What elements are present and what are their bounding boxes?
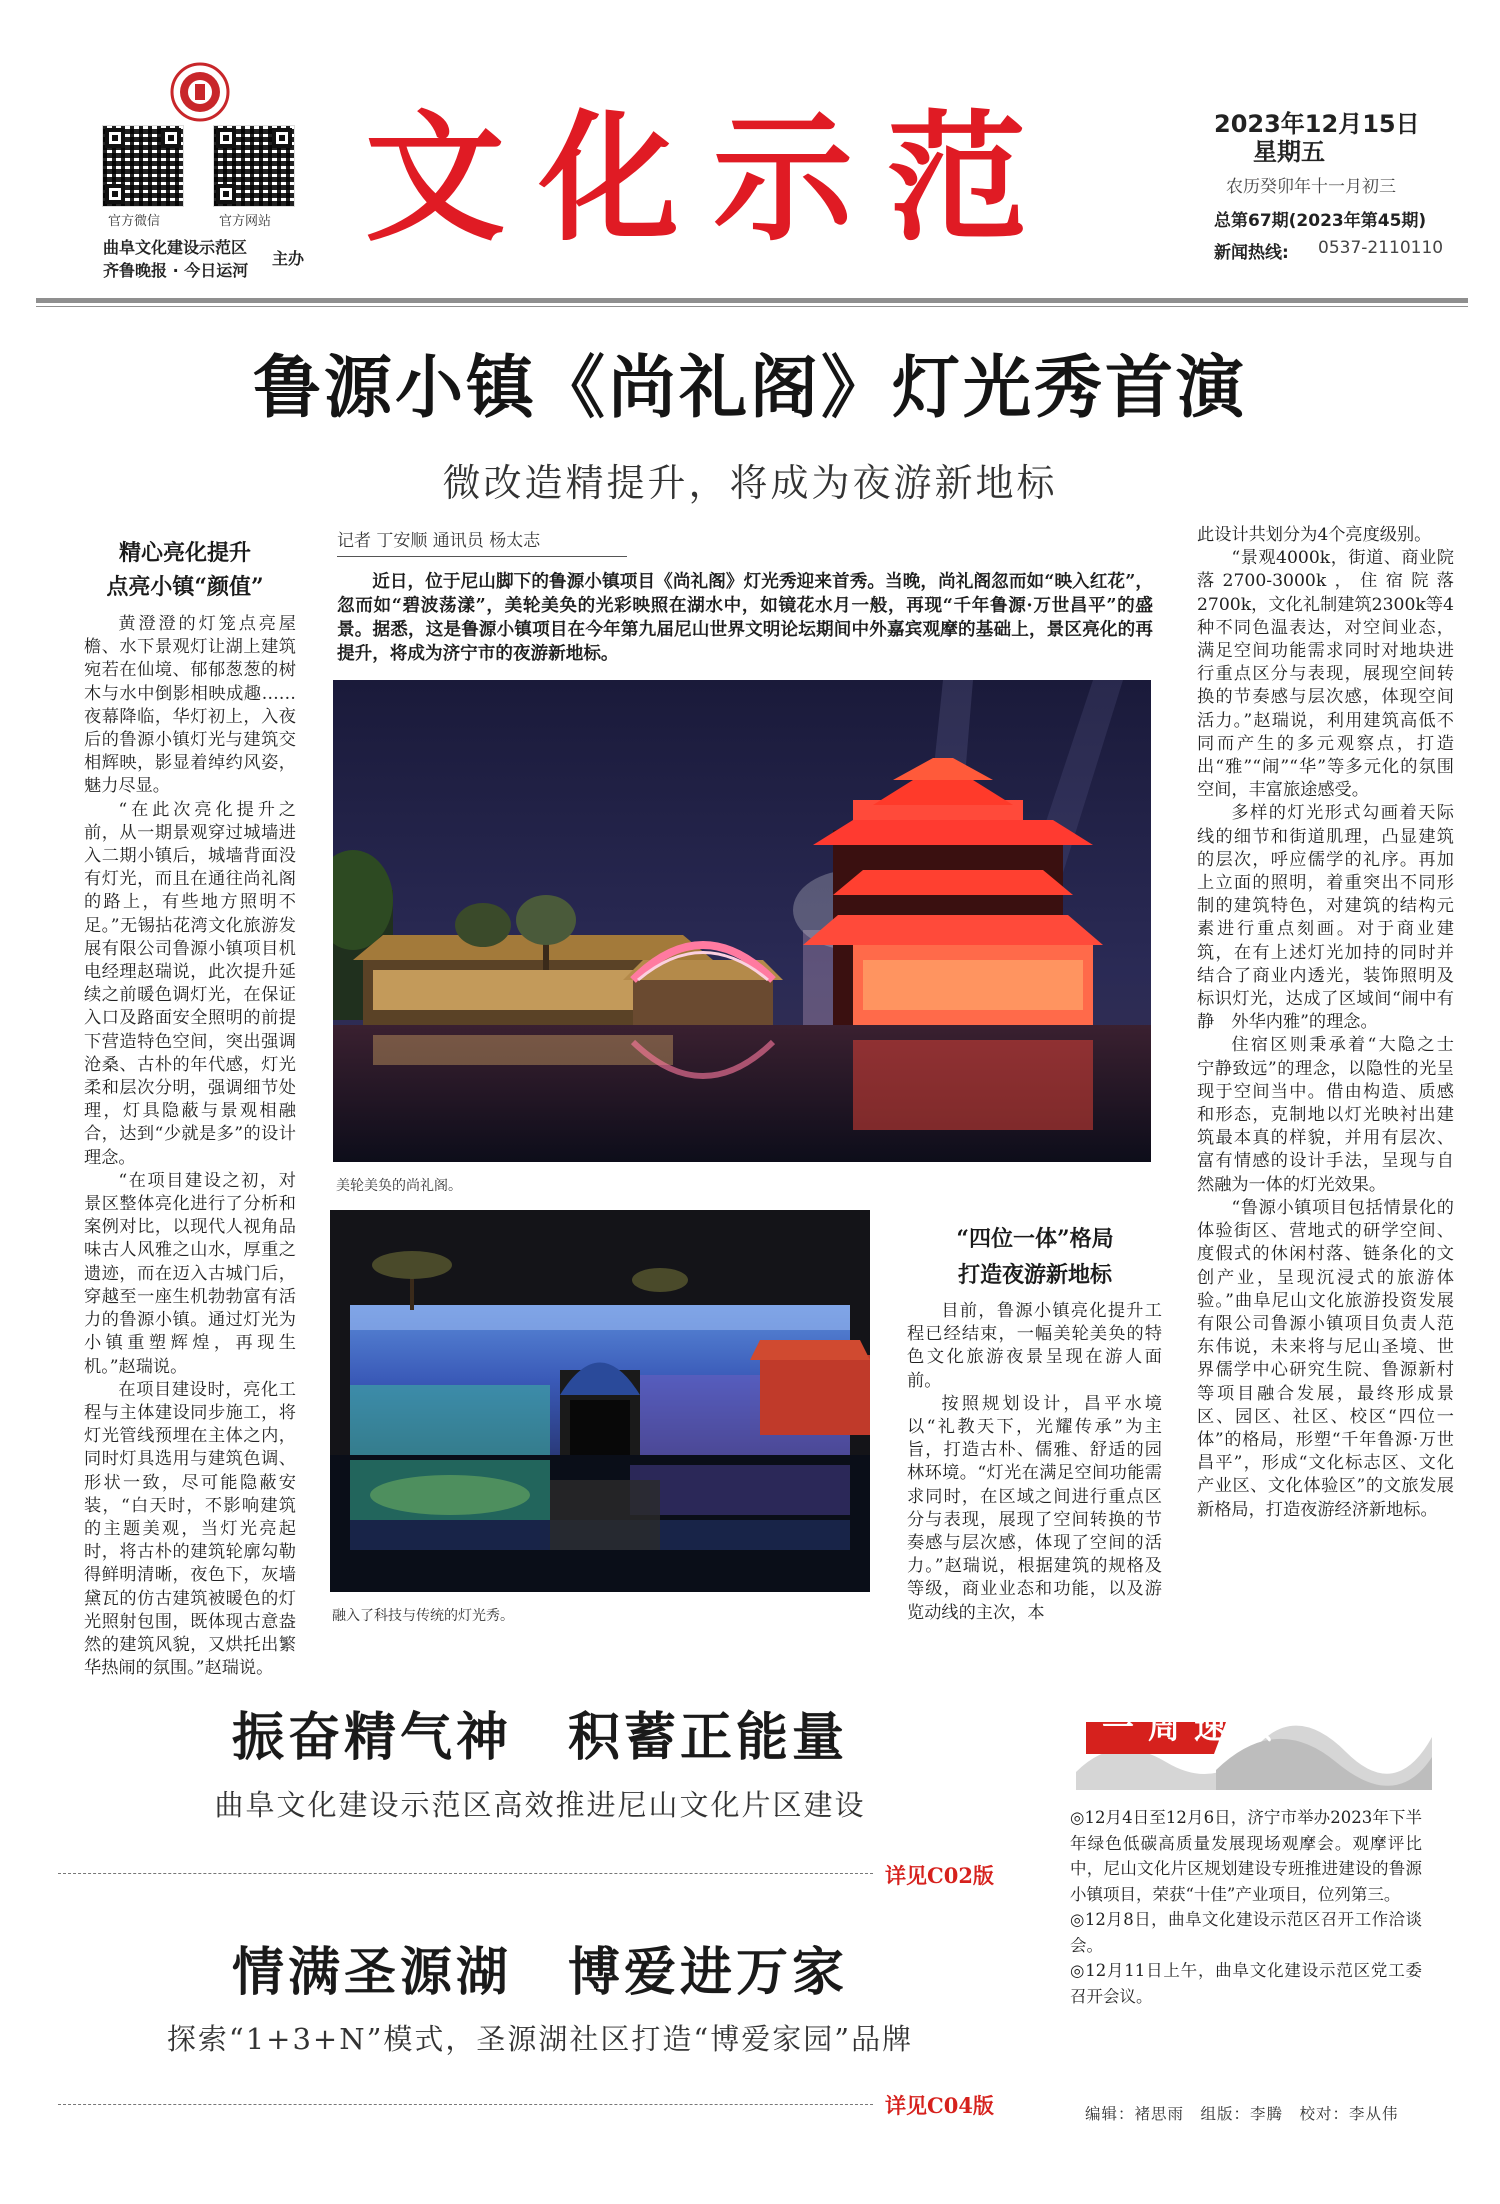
paragraph: “景观4000k，街道、商业院落2700-3000k，住宿院落2700k，文化礼制建筑2300k等4种不同色温表达，对空间业态，满足空间功能需求同时对地块进行重点区分与表现，展现空间转换的节奏感与层次感，体现空间活力。”赵瑞说，利用建筑高低不同而产生的多元观察点，打造出“雅”“闹”“华”等多元化的氛围空间，丰富旅途感受。	[1197, 548, 1454, 801]
byline: 记者 丁安顺 通讯员 杨太志	[337, 531, 541, 551]
promo-2-subtitle: 探索“1+3+N”模式，圣源湖社区打造“博爱家园”品牌	[166, 2022, 914, 2056]
main-headline: 鲁源小镇《尚礼阁》灯光秀首演	[252, 348, 1247, 428]
section1-title-line1: 精心亮化提升	[118, 540, 251, 566]
section2-title-line1: “四位一体”格局	[956, 1226, 1114, 1252]
sponsor-line-2: 齐鲁晚报 · 今日运河	[103, 261, 249, 280]
paragraph: 按照规划设计，昌平水境以“礼教天下，光耀传承”为主旨，打造古朴、儒雅、舒适的园林环境。“灯光在满足空间功能需求同时，在区域之间进行重点区分与表现，展现了空间转换的节奏感与层次感，体现了空间的活力。”赵瑞说，根据建筑的规格及等级，商业业态和功能，以及游览动线的主次，本	[907, 1393, 1162, 1623]
promo-1-subtitle: 曲阜文化建设示范区高效推进尼山文化片区建设	[214, 1788, 866, 1822]
lead-paragraph	[337, 570, 1153, 666]
paragraph: 在项目建设时，亮化工程与主体建设同步施工，将灯光管线预埋在主体之内，同时灯具选用与建筑色调、形状一致，尽可能隐蔽安装，“白天时，不影响建筑的主题美观，当灯光亮起时，将古朴的建筑轮廓勾勒得鲜明清晰，夜色下，灰墙黛瓦的仿古建筑被暖色的灯光照射包围，既体现古意盎然的建筑风貌，又烘托出繁华热闹的氛围。”赵瑞说。	[84, 1379, 296, 1679]
masthead-divider	[36, 298, 1468, 303]
paragraph: 住宿区则秉承着“大隐之士 宁静致远”的理念，以隐性的光呈现于空间当中。借由构造、质感和形态，克制地以灯光映衬出建筑最本真的样貌，并用有层次、富有情感的设计手法，呈现与自然融为一体的灯光效果。	[1197, 1035, 1472, 1195]
lead-text: 近日，位于尼山脚下的鲁源小镇项目《尚礼阁》灯光秀迎来首秀。当晚，尚礼阁忽而如“映入红花”，忽而如“碧波荡漾”，美轮美奂的光彩映照在湖水中，如镜花水月一般，再现“千年鲁源·万世昌平”的盛景。据悉，这是鲁源小镇项目在今年第九届尼山世界文明论坛期间中外嘉宾观摩的基础上，景区亮化的再提升，将成为济宁市的夜游新地标。	[337, 571, 1153, 664]
photo1-caption: 美轮美奂的尚礼阁。	[336, 1178, 462, 1194]
weekly-heading: 一周速读	[1102, 1708, 1287, 1746]
issue-number: 总第67期(2023年第45期)	[1214, 211, 1427, 231]
newspaper-title: 文化示范	[365, 98, 1062, 261]
promo-2-title[interactable]: 情满圣源湖 博爱进万家	[231, 1942, 848, 2003]
emblem-logo	[170, 62, 230, 122]
sponsor-role: 主办	[272, 249, 305, 268]
promo-1-divider	[58, 1873, 873, 1874]
photo2-caption: 融入了科技与传统的灯光秀。	[332, 1608, 514, 1624]
promo-1-title[interactable]: 振奋精气神 积蓄正能量	[231, 1707, 848, 1768]
hotline-label: 新闻热线:	[1214, 243, 1289, 263]
weekly-item: ◎12月8日，曲阜文化建设示范区召开工作洽谈会。	[1070, 1910, 1422, 1955]
promo-2-divider	[58, 2104, 873, 2105]
weekly-item: ◎12月4日至12月6日，济宁市举办2023年下半年绿色低碳高质量发展现场观摩会。观摩评比中，尼山文化片区规划建设专班推进建设的鲁源小镇项目，荣获“十佳”产业项目，位列第三。	[1070, 1808, 1422, 1904]
qr-code-wechat[interactable]	[102, 125, 184, 207]
editor-credits: 编辑：褚思雨 组版：李腾 校对：李从伟	[1085, 2105, 1399, 2123]
qr-website-label: 官方网站	[219, 214, 272, 229]
paragraph: “鲁源小镇项目包括情景化的体验街区、营地式的研学空间、度假式的休闲村落、链条化的文创产业，呈现沉浸式的旅游体验。”曲阜尼山文化旅游投资发展有限公司鲁源小镇项目负责人范东伟说，未来将与尼山圣境、世界儒学中心研究生院、鲁源新村等项目融合发展，最终形成景区、园区、社区、校区“四位一体”的格局，形塑“千年鲁源·万世昌平”，形成“文化标志区、文化产业区、文化体验区”的文旅发展新格局，打造夜游经济新地标。	[1197, 1197, 1454, 1520]
main-subheadline: 微改造精提升，将成为夜游新地标	[442, 461, 1058, 505]
column-4-text	[1197, 524, 1472, 1522]
promo-1-reference[interactable]: 详见C02版	[885, 1863, 994, 1888]
photo-light-show	[330, 1210, 870, 1592]
qr-wechat-label: 官方微信	[108, 214, 161, 229]
section1-title-line2: 点亮小镇“颜值”	[106, 574, 264, 600]
weekly-items	[1070, 1805, 1422, 2009]
weekly-item: ◎12月11日上午，曲阜文化建设示范区党工委召开会议。	[1070, 1961, 1422, 2006]
issue-date: 2023年12月15日	[1214, 110, 1420, 138]
paragraph: “在项目建设之初，对景区整体亮化进行了分析和案例对比，以现代人视角品味古人风雅之山水，厚重之遗迹，而在迈入古城门后，穿越至一座生机勃勃富有活力的鲁源小镇。通过灯光为小镇重塑辉煌，再现生机。”赵瑞说。	[84, 1170, 296, 1377]
column-3-text	[907, 1300, 1162, 1625]
paragraph: 黄澄澄的灯笼点亮屋檐、水下景观灯让湖上建筑宛若在仙境、郁郁葱葱的树木与水中倒影相映成趣……夜幕降临，华灯初上，入夜后的鲁源小镇灯光与建筑交相辉映，影显着绰约风姿，魅力尽显。	[84, 614, 296, 797]
paragraph: “在此次亮化提升之前，从一期景观穿过城墙进入二期小镇后，城墙背面没有灯光，而且在通往尚礼阁的路上，有些地方照明不足。”无锡拈花湾文化旅游发展有限公司鲁源小镇项目机电经理赵瑞说，此次提升延续之前暖色调灯光，在保证入口及路面安全照明的前提下营造特色空间，突出强调沧桑、古朴的年代感，灯光柔和层次分明，强调细节处理，灯具隐蔽与景观相融合，达到“少就是多”的设计理念。	[84, 799, 296, 1168]
byline-rule	[337, 556, 627, 557]
sponsor-line-1: 曲阜文化建设示范区	[103, 238, 248, 257]
section2-title-line2: 打造夜游新地标	[957, 1262, 1112, 1288]
qr-code-website[interactable]	[213, 125, 295, 207]
hotline-number: 0537-2110110	[1318, 238, 1444, 258]
lunar-date: 农历癸卯年十一月初三	[1226, 177, 1396, 197]
masthead-divider-thin	[36, 306, 1468, 307]
promo-2-reference[interactable]: 详见C04版	[885, 2093, 994, 2118]
paragraph: 此设计共划分为4个亮度级别。	[1197, 525, 1432, 545]
paragraph: 目前，鲁源小镇亮化提升工程已经结束，一幅美轮美奂的特色文化旅游夜景呈现在游人面前。	[907, 1301, 1162, 1391]
paragraph: 多样的灯光形式勾画着天际线的细节和街道肌理，凸显建筑的层次，呼应儒学的礼序。再加上立面的照明，着重突出不同形制的建筑特色，对建筑的结构元素进行重点刻画。对于商业建筑，在有上述灯光加持的同时并结合了商业内透光，装饰照明及标识灯光，达成了区域间“闹中有静 外华内雅”的理念。	[1197, 803, 1454, 1033]
issue-weekday: 星期五	[1253, 138, 1325, 166]
column-1-text	[84, 613, 296, 1680]
photo-shanglige-night	[333, 680, 1151, 1162]
